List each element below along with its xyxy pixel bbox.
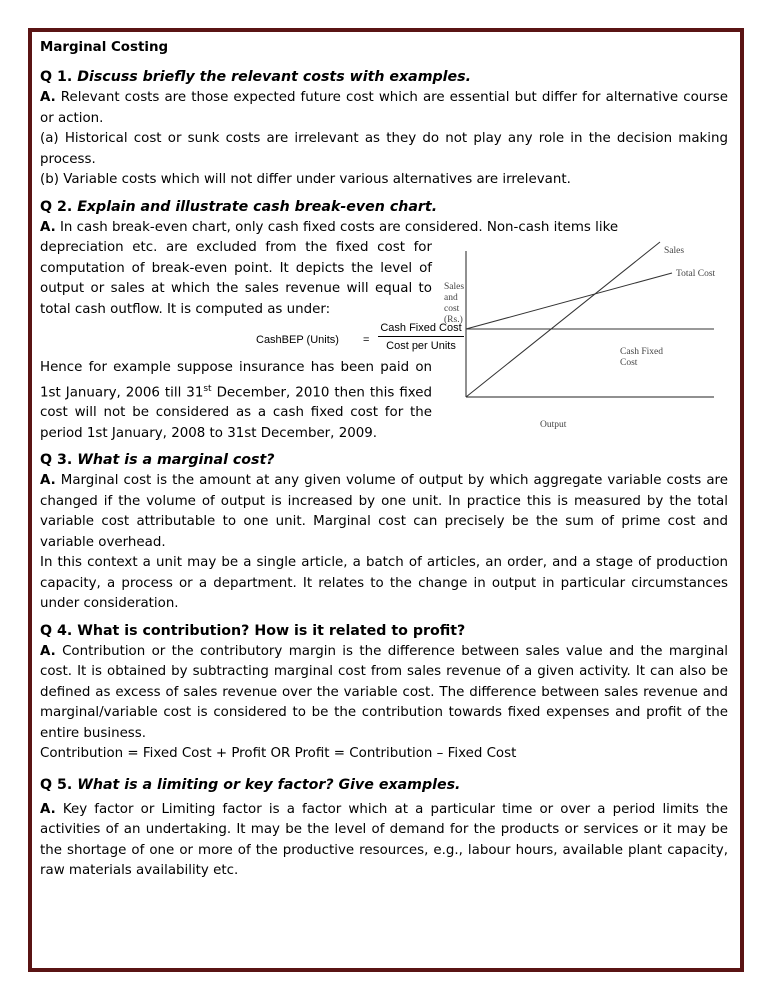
q2-number: Q 2. xyxy=(40,198,73,215)
label-cash-fixed: Cash Fixed xyxy=(620,346,664,357)
y-label-2: and xyxy=(444,292,458,303)
q3-heading xyxy=(40,450,728,471)
q5-number: Q 5. xyxy=(40,776,73,793)
q1-point-b: (b) Variable costs which will not differ under various alternatives are irrelevant. xyxy=(40,172,571,187)
question-3 xyxy=(40,450,728,615)
q4-answer xyxy=(40,642,728,745)
q1-answer-text: Relevant costs are those expected future cost which are essential but differ for alternative course or action. xyxy=(40,90,728,126)
q3-answer-text: Marginal cost is the amount at any given volume of output by which aggregate variable costs are changed if the volume of output is increased by one unit. In practice this is measured by the total variable cost attributable to one unit. Marginal cost can precisely be the sum of prime cost and variable overhead. xyxy=(40,473,728,550)
question-2 xyxy=(40,197,728,445)
label-cost: Cost xyxy=(620,357,638,368)
question-4 xyxy=(40,621,728,765)
question-1 xyxy=(40,67,728,191)
q1-question: Discuss briefly the relevant costs with examples. xyxy=(77,69,471,85)
q1-answer xyxy=(40,88,728,129)
q4-heading xyxy=(40,621,728,642)
q5-heading xyxy=(40,775,728,796)
q2-example-b: December, 2010 then this fixed cost will not be considered as a cash fixed cost for the period 1st January, 2008 to 31st December, 2009. xyxy=(40,384,432,441)
q2-example xyxy=(40,358,432,444)
q4-answer-label: A. xyxy=(40,643,56,659)
q2-answer-text: In cash break-even chart, only cash fixed costs are considered. Non-cash items like xyxy=(59,219,619,235)
q2-answer-rest: depreciation etc. are excluded from the fixed cost for computation of break-even point. It depicts the level of output or sales at which the sales revenue will equal to total cash outflow. It is computed as under: xyxy=(40,240,432,317)
q5-question: What is a limiting or key factor? Give examples. xyxy=(77,776,461,793)
y-label-4: (Rs.) xyxy=(444,314,463,325)
formula-numerator: Cash Fixed Cost xyxy=(378,322,464,337)
q4-formula: Contribution = Fixed Cost + Profit OR Profit = Contribution – Fixed Cost xyxy=(40,746,517,762)
question-5 xyxy=(40,775,728,882)
label-sales: Sales xyxy=(664,245,685,256)
q5-answer-text: Key factor or Limiting factor is a factor which at a particular time or over a period limits the activities of an undertaking. It may be the level of demand for the products or services or it may be the shortage of one or more of the productive resources, e.g., labour hours, available plant capacity, raw materials availability etc. xyxy=(40,801,728,879)
q4-question: What is contribution? How is it related to profit? xyxy=(77,622,466,639)
q1-number: Q 1. xyxy=(40,69,73,85)
q4-number: Q 4. xyxy=(40,622,73,639)
formula-denominator: Cost per Units xyxy=(386,340,456,352)
q5-answer-label: A. xyxy=(40,801,56,817)
q2-example-sup: st xyxy=(203,383,212,394)
q2-answer-label: A. xyxy=(40,219,56,235)
q3-number: Q 3. xyxy=(40,452,73,469)
formula-equals: = xyxy=(363,334,370,346)
q2-example-a: Hence for example suppose insurance has been paid on 1st January, 2006 till 31 xyxy=(40,360,432,400)
q2-answer-line xyxy=(40,218,728,239)
y-label-1: Sales xyxy=(444,281,465,292)
q1-answer-label: A. xyxy=(40,90,56,105)
x-label: Output xyxy=(540,419,567,430)
q1-heading xyxy=(40,67,728,88)
y-label-3: cost xyxy=(444,303,460,314)
series-total-cost xyxy=(466,273,672,329)
q3-answer-label: A. xyxy=(40,473,56,489)
q2-heading xyxy=(40,197,728,218)
label-total-cost: Total Cost xyxy=(676,268,716,279)
q3-answer xyxy=(40,471,728,553)
document-body xyxy=(40,40,728,888)
cash-bep-formula xyxy=(40,320,460,358)
q3-paragraph: In this context a unit may be a single article, a batch of articles, an order, and a stage of production capacity, a process or a department. It relates to the change in output in particular circumstances under consideration. xyxy=(40,555,728,612)
series-sales xyxy=(466,242,660,397)
q4-answer-text: Contribution or the contributory margin is the difference between sales value and the marginal cost. It is obtained by subtracting marginal cost from sales revenue of a given activity. It can also be defined as excess of sales revenue over the variable cost. The difference between sales revenue and marginal/variable cost is considered to be the contribution towards fixed expenses and profit of the entire business. xyxy=(40,643,728,741)
q5-answer xyxy=(40,800,728,882)
q3-question: What is a marginal cost? xyxy=(77,452,275,469)
q1-point-a: (a) Historical cost or sunk costs are irrelevant as they do not play any role in the decision making process. xyxy=(40,131,728,167)
document-title: Marginal Costing xyxy=(40,40,169,55)
cash-break-even-chart xyxy=(444,237,734,447)
formula-lhs: CashBEP (Units) xyxy=(256,334,339,346)
q2-question: Explain and illustrate cash break-even chart. xyxy=(77,198,438,215)
